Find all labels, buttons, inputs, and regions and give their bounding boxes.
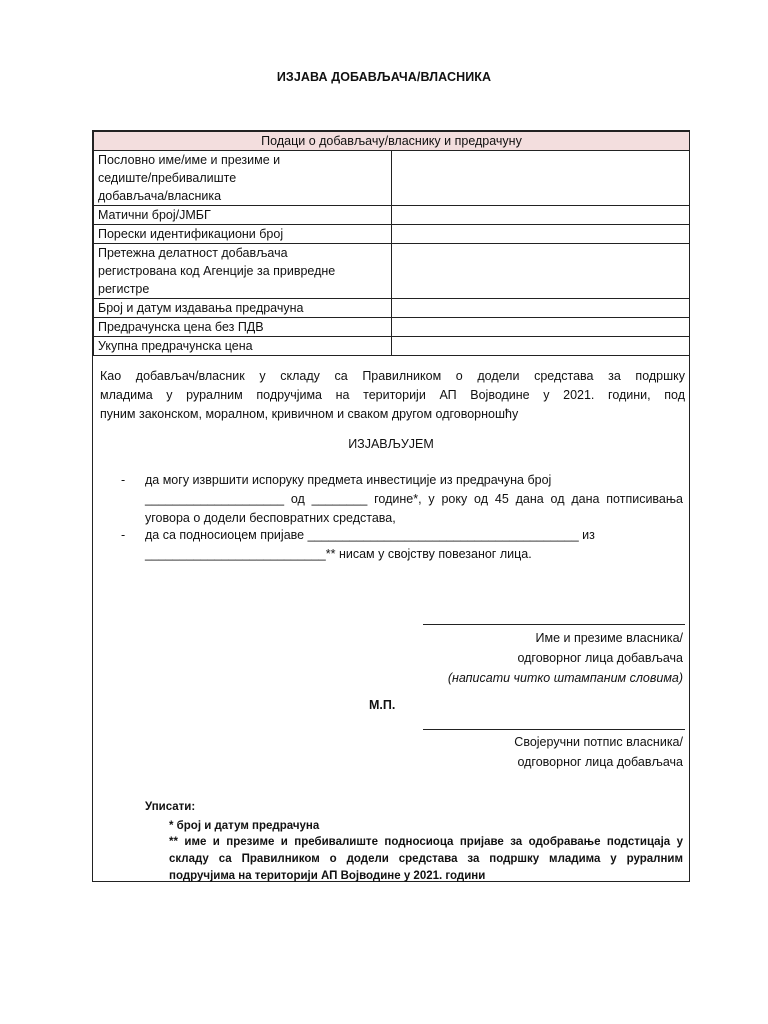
row-label-registration-number [94,206,392,225]
footnote-2 [169,834,683,885]
label-line: Укупна предрачунска цена [98,339,253,353]
table-header: Подаци о добављачу/власнику и предрачуну [94,132,690,151]
intro-paragraph [100,367,685,424]
handwritten-signature-line[interactable] [423,729,685,730]
declaration-frame [92,130,690,882]
caption-line: одговорног лица добављача [517,651,683,665]
label-line: регистрована код Агенције за привредне [98,264,336,278]
name-signature-line[interactable] [423,624,685,625]
row-label-price-without-vat [94,318,392,337]
table-row [94,299,690,318]
item-line: ____________________ од ________ године*, у року од 45 дана од дана потписивања [145,492,683,506]
declaration-heading: ИЗЈАВЉУЈЕМ [348,437,434,451]
table-row [94,244,690,299]
list-item [121,526,683,564]
list-dash: - [121,473,126,487]
row-value-price-without-vat[interactable] [392,318,690,337]
intro-line: младима у руралним подручјима на територији АП Војводине у 2021. години, под [100,388,685,402]
table-row [94,206,690,225]
row-value-registration-number[interactable] [392,206,690,225]
intro-line: пуним законском, моралном, кривичном и сваком другом одговорношћу [100,407,519,421]
label-line: Пословно име/име и презиме и [98,153,281,167]
table-row [94,151,690,206]
label-line: регистре [98,282,150,296]
table-row [94,337,690,356]
caption-note: (написати читко штампаним словима) [447,671,683,685]
caption-line: Својеручни потпис власника/ [514,735,683,749]
footnote-line: подручјима на територији АП Војводине у 2021. години [169,870,486,882]
row-value-total-price[interactable] [392,337,690,356]
label-line: Порески идентификациони број [98,227,284,241]
row-value-main-activity[interactable] [392,244,690,299]
row-label-invoice-number-date [94,299,392,318]
label-line: добављача/власника [98,189,222,203]
signature-caption [514,732,683,772]
item-line: да могу извршити испоруку предмета инвестиције из предрачуна број [145,473,552,487]
label-line: Број и датум издавања предрачуна [98,301,304,315]
list-dash: - [121,528,126,542]
footnote-line: складу са Правилником о додели средстава за подршку младима у руралним [169,853,683,865]
list-item [121,471,683,528]
label-line: седиште/пребивалиште [98,171,237,185]
list-item-text [145,471,683,528]
intro-line: Као добављач/власник у складу са Правилником о додели средстава за подршку [100,369,685,383]
row-label-business-name [94,151,392,206]
stamp-placeholder: М.П. [369,698,396,712]
supplier-info-table [93,131,690,356]
caption-line: одговорног лица добављача [517,755,683,769]
footnotes-heading: Уписати: [145,801,196,813]
document-title: ИЗЈАВА ДОБАВЉАЧА/ВЛАСНИКА [276,70,492,84]
row-value-invoice-number-date[interactable] [392,299,690,318]
table-row [94,225,690,244]
item-line: __________________________** нисам у својству повезаног лица. [145,547,532,561]
table-row [94,318,690,337]
row-label-main-activity [94,244,392,299]
item-line: да са подносиоцем пријаве _______________________________________ из [145,528,595,542]
row-value-tax-id[interactable] [392,225,690,244]
name-caption [448,628,683,688]
label-line: Матични број/ЈМБГ [98,208,211,222]
label-line: Претежна делатност добављача [98,246,288,260]
row-label-total-price [94,337,392,356]
label-line: Предрачунска цена без ПДВ [98,320,264,334]
item-line: уговора о додели бесповратних средстава, [145,511,396,525]
caption-line: Име и презиме власника/ [535,631,683,645]
footnote-1: * број и датум предрачуна [169,820,320,832]
row-value-business-name[interactable] [392,151,690,206]
row-label-tax-id [94,225,392,244]
list-item-text [145,526,683,564]
footnote-line: ** име и презиме и пребивалиште подносиоца пријаве за одобравање подстицаја у [169,836,683,848]
